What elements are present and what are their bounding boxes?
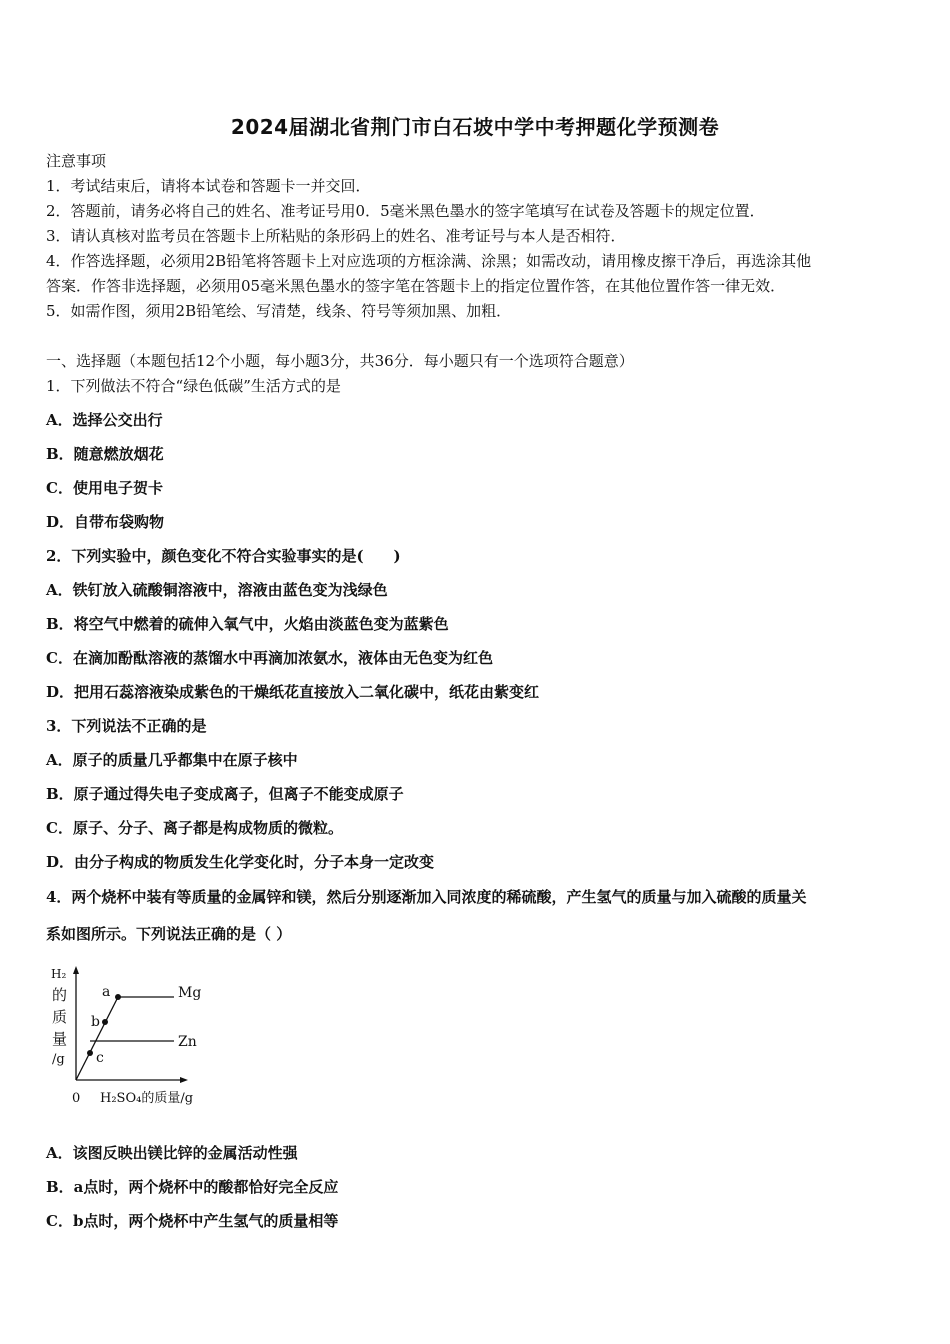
q2-option-d: D．把用石蕊溶液染成紫色的干燥纸花直接放入二氧化碳中，纸花由紫变红 [46, 683, 540, 701]
q1-option-c: C．使用电子贺卡 [46, 479, 163, 497]
point-a-label: a [102, 984, 111, 1000]
q2-option-c: C．在滴加酚酞溶液的蒸馏水中再滴加浓氨水，液体由无色变为红色 [46, 649, 493, 667]
y-axis-label-char-2: 质 [52, 1008, 68, 1026]
q1-option-a: A．选择公交出行 [46, 411, 163, 429]
point-b-label: b [91, 1014, 100, 1030]
origin-label: 0 [72, 1091, 81, 1106]
point-c-marker [87, 1050, 93, 1056]
question-1-stem: 1．下列做法不符合“绿色低碳”生活方式的是 [46, 377, 341, 395]
y-axis-label-char-3: 量 [52, 1030, 68, 1048]
notice-item-4-cont: 答案．作答非选择题，必须用05毫米黑色墨水的签字笔在答题卡上的指定位置作答，在其他位置作答一律无效． [46, 277, 786, 295]
rising-line [76, 997, 118, 1080]
zn-label: Zn [178, 1034, 197, 1050]
q2-option-a: A．铁钉放入硫酸铜溶液中，溶液由蓝色变为浅绿色 [46, 581, 388, 599]
notice-item-5: 5．如需作图，须用2B铅笔绘、写清楚，线条、符号等须加黑、加粗． [46, 302, 512, 320]
q3-option-a: A．原子的质量几乎都集中在原子核中 [46, 751, 298, 769]
q3-option-b: B．原子通过得失电子变成离子，但离子不能变成原子 [46, 785, 404, 803]
y-axis-label-formula: H₂ [51, 967, 67, 981]
question-4-stem-cont: 系如图所示。下列说法正确的是（ ） [46, 925, 292, 943]
notice-item-2: 2．答题前，请务必将自己的姓名、准考证号用0．5毫米黑色墨水的签字笔填写在试卷及答题卡的规定位置． [46, 202, 765, 220]
y-axis-arrow [73, 966, 79, 974]
q3-option-d: D．由分子构成的物质发生化学变化时，分子本身一定改变 [46, 853, 435, 871]
point-a-marker [115, 994, 121, 1000]
page-title: 2024届湖北省荆门市白石坡中学中考押题化学预测卷 [230, 115, 720, 139]
notice-heading: 注意事项 [46, 152, 107, 170]
mg-label: Mg [178, 985, 202, 1001]
question-2-stem: 2．下列实验中，颜色变化不符合实验事实的是( ) [46, 547, 401, 565]
q1-option-d: D．自带布袋购物 [46, 513, 165, 531]
point-c-label: c [96, 1050, 104, 1066]
q4-option-c: C．b点时，两个烧杯中产生氢气的质量相等 [46, 1212, 339, 1230]
q2-option-b: B．将空气中燃着的硫伸入氧气中，火焰由淡蓝色变为蓝紫色 [46, 615, 449, 633]
q4-option-a: A．该图反映出镁比锌的金属活动性强 [46, 1144, 298, 1162]
y-axis-label-char-1: 的 [52, 986, 68, 1004]
question-3-stem: 3．下列说法不正确的是 [46, 717, 207, 735]
x-axis-label: H₂SO₄的质量/g [100, 1091, 194, 1106]
q4-option-b: B．a点时，两个烧杯中的酸都恰好完全反应 [46, 1178, 339, 1196]
section-heading: 一、选择题（本题包括12个小题，每小题3分，共36分．每小题只有一个选项符合题意） [46, 352, 634, 370]
notice-item-1: 1．考试结束后，请将本试卷和答题卡一并交回． [46, 177, 371, 195]
question-4-stem: 4．两个烧杯中装有等质量的金属锌和镁，然后分别逐渐加入同浓度的稀硫酸，产生氢气的质量与加入硫酸的质量关 [46, 888, 807, 906]
notice-item-3: 3．请认真核对监考员在答题卡上所粘贴的条形码上的姓名、准考证号与本人是否相符． [46, 227, 626, 245]
point-b-marker [102, 1019, 108, 1025]
notice-item-4: 4．作答选择题，必须用2B铅笔将答题卡上对应选项的方框涂满、涂黑；如需改动，请用橡皮擦干净后，再选涂其他 [46, 252, 812, 270]
hydrogen-mass-graph [46, 962, 226, 1112]
y-axis-label-unit: /g [52, 1052, 65, 1067]
q1-option-b: B．随意燃放烟花 [46, 445, 164, 463]
x-axis-arrow [180, 1077, 188, 1083]
q3-option-c: C．原子、分子、离子都是构成物质的微粒。 [46, 819, 343, 837]
